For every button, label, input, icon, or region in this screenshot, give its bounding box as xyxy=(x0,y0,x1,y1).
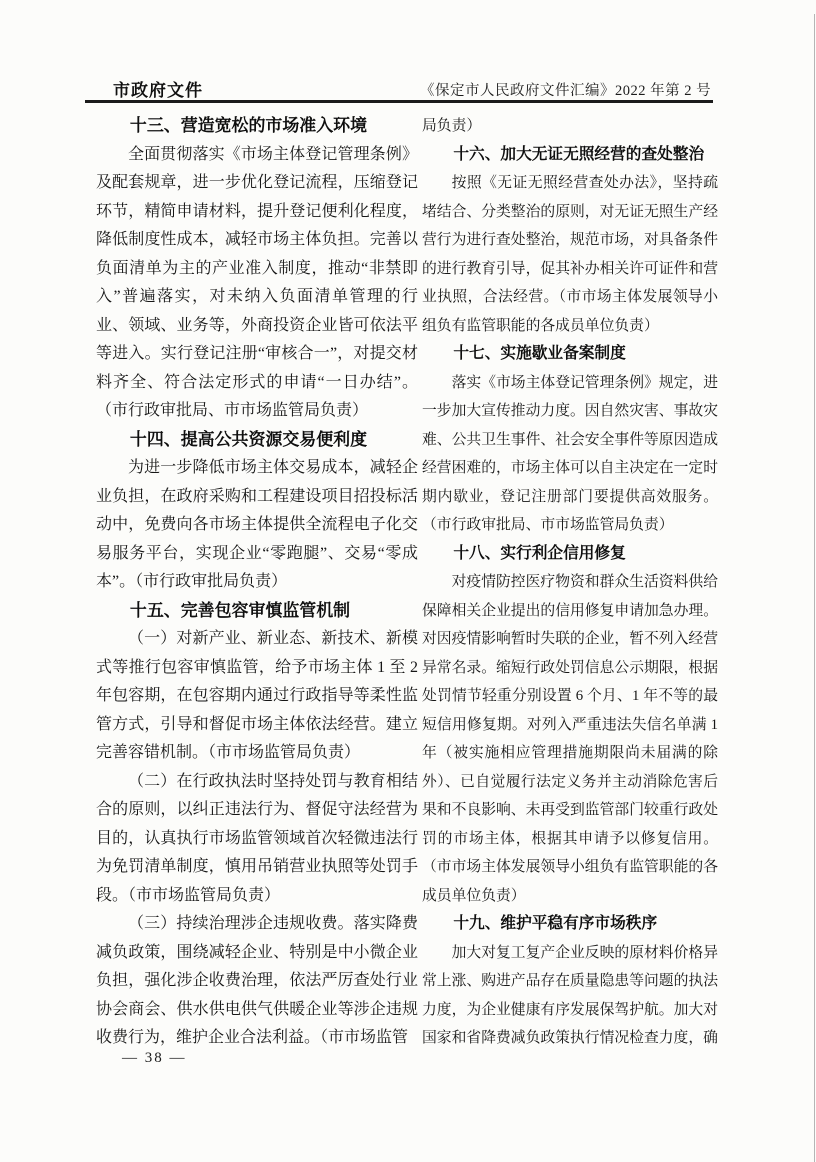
paragraph: 对疫情防控医疗物资和群众生活资料供给保障相关企业提出的信用修复申请加急办理。对因疫情影响暂时失联的企业，暂不列入经营异常名录。缩短行政处罚信息公示期限，根据处罚情节轻重分别设置 6 个月、1 年不等的最短信用修复期。对列入严重违法失信名单满 1 年（被实施相应管理措施期限尚未届满的除外）、已自觉履行法定义务并主动消除危害后果和不良影响、未再受到监管部门较重行政处罚的市场主体，根据其申请予以修复信用。（市市场主体发展领导小组负有监管职能的各成员单位负责） xyxy=(422,574,718,904)
page-number: — 38 — xyxy=(122,1050,187,1066)
scan-artifact-right-edge xyxy=(814,14,816,1162)
paragraph: 局负责） xyxy=(422,118,482,134)
header-divider-rule xyxy=(85,100,713,103)
paragraph: 落实《市场主体登记管理条例》规定，进一步加大宣传推动力度。因自然灾害、事故灾难、公共卫生事件、社会安全事件等原因造成经营困难的，市场主体可以自主决定在一定时期内歇业，登记注册部门要提供高效服务。（市行政审批局、市市场监管局负责） xyxy=(422,374,718,533)
section-heading: 十四、提高公共资源交易便利度 xyxy=(129,429,368,449)
paragraph: 为进一步降低市场主体交易成本，减轻企业负担，在政府采购和工程建设项目招投标活动中，免费向各市场主体提供全流程电子化交易服务平台，实现企业“零跑腿”、交易“零成本”。（市行政审批局负责） xyxy=(96,459,418,590)
section-heading: 十八、实行利企信用修复 xyxy=(453,544,626,562)
text-column-right xyxy=(422,112,718,1053)
section-heading: 十五、完善包容审慎监管机制 xyxy=(129,600,351,620)
section-heading: 十九、维护平稳有序市场秩序 xyxy=(453,915,658,932)
paragraph: （一）对新产业、新业态、新技术、新模式等推行包容审慎监管，给予市场主体 1 至 2 年包容期，在包容期内通过行政指导等柔性监管方式，引导和督促市场主体依法经营。建立完善容错机制。（市市场监管局负责） xyxy=(96,630,418,761)
section-heading: 十七、实施歇业备案制度 xyxy=(453,345,626,362)
paragraph: （三）持续治理涉企违规收费。落实降费减负政策，围绕减轻企业、特别是中小微企业负担，强化涉企收费治理，依法严厉查处行业协会商会、供水供电供气供暖企业等涉企违规收费行为，维护企业合法利益。（市市场监管 xyxy=(96,915,418,1046)
section-heading: 十六、加大无证无照经营的查处整治 xyxy=(453,145,705,163)
header-publication-title: 《保定市人民政府文件汇编》2022 年第 2 号 xyxy=(420,83,712,99)
paragraph: 全面贯彻落实《市场主体登记管理条例》及配套规章，进一步优化登记流程，压缩登记环节，精简申请材料，提升登记便利化程度，降低制度性成本，减轻市场主体负担。完善以负面清单为主的产业准入制度，推动“非禁即入”普遍落实，对未纳入负面清单管理的行业、领域、业务等，外商投资企业皆可依法平等进入。实行登记注册“审核合一”，对提交材料齐全、符合法定形式的申请“一日办结”。（市行政审批局、市市场监管局负责） xyxy=(96,145,418,419)
paragraph: 按照《无证无照经营查处办法》，坚持疏堵结合、分类整治的原则，对无证无照生产经营行为进行查处整治，规范市场，对具备条件的进行教育引导，促其补办相关许可证件和营业执照，合法经营。（市市场主体发展领导小组负有监管职能的各成员单位负责） xyxy=(422,175,718,334)
section-heading: 十三、营造宽松的市场准入环境 xyxy=(129,116,368,135)
paragraph: 加大对复工复产企业反映的原材料价格异常上涨、购进产品存在质量隐患等问题的执法力度，为企业健康有序发展保驾护航。加大对国家和省降费减负政策执行情况检查力度，确 xyxy=(422,944,718,1046)
header-doc-category: 市政府文件 xyxy=(113,81,203,100)
paragraph: （二）在行政执法时坚持处罚与教育相结合的原则，以纠正违法行为、督促守法经营为目的，认真执行市场监管领域首次轻微违法行为免罚清单制度，慎用吊销营业执照等处罚手段。（市市场监管局负责） xyxy=(96,772,418,904)
text-column-left xyxy=(96,112,418,1053)
